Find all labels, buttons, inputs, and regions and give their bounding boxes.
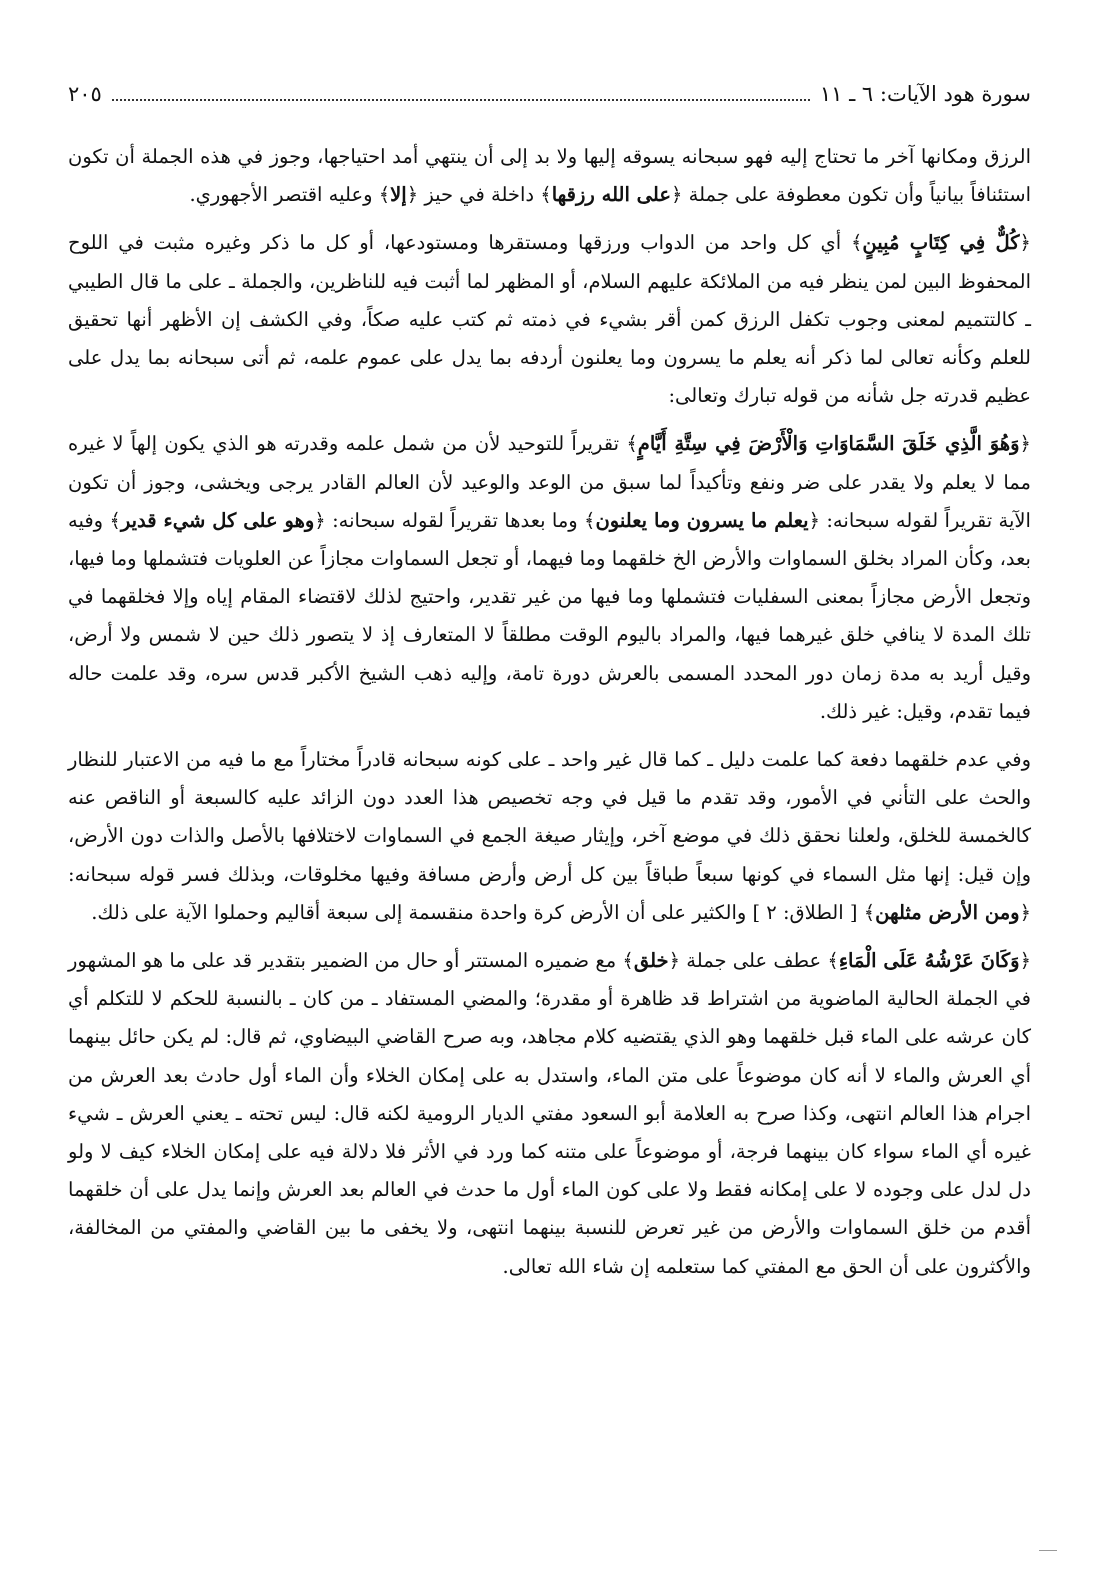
surah-title: سورة هود الآيات: ٦ ـ ١١ (819, 82, 1031, 106)
quran-citation: وَهُوَ الَّذِي خَلَقَ السَّمَاوَاتِ وَالْأَرْضَ فِي سِتَّةِ أَيَّامٍ (637, 432, 1020, 456)
quran-citation: يعلم ما يسرون وما يعلنون (595, 508, 809, 532)
running-header (68, 80, 1031, 108)
ornate-bracket-close-icon: ﴾ (378, 183, 391, 207)
quran-citation: على الله رزقها (551, 183, 672, 207)
ornate-bracket-close-icon: ﴾ (863, 900, 876, 924)
ornate-bracket-open-icon: ﴿ (671, 183, 683, 207)
quran-citation: إلا (390, 183, 407, 207)
ornate-bracket-open-icon: ﴿ (1019, 231, 1031, 255)
quran-citation: ومن الأرض مثلهن (875, 900, 1020, 924)
paragraph-text: وما بعدها تقريراً لقوله سبحانه: (325, 508, 585, 532)
ornate-bracket-open-icon: ﴿ (808, 508, 821, 532)
quran-citation: وَكَانَ عَرْشُهُ عَلَى الْمَاءِ (838, 949, 1020, 973)
ornate-bracket-close-icon: ﴾ (827, 949, 839, 973)
corner-mark (1039, 1550, 1057, 1551)
ornate-bracket-open-icon: ﴿ (1019, 900, 1031, 924)
ornate-bracket-open-icon: ﴿ (1019, 432, 1031, 456)
ornate-bracket-open-icon: ﴿ (1019, 949, 1032, 973)
paragraph (68, 138, 1031, 214)
paragraph-text: وفيه بعد، وكأن المراد بخلق السماوات والأرض الخ خلقهما وما فيهما، أو تجعل السماوات مجازاً عن العلويات فتشملها وما فيها، وتجعل الأرض مجازاً بمعنى السفليات فتشملها وما فيها من غير تقدير، واحتيج لذلك لاقتضاء المقام إياه وإلا فخلقهما في تلك المدة لا ينافي خلق غيرهما فيها، والمراد باليوم الوقت مطلقاً لا المتعارف إذ لا يتصور ذلك حين لا شمس ولا أرض، وقيل أريد به مدة زمان دور المحدد المسمى بالعرش دورة تامة، وإليه ذهب الشيخ الأكبر قدس سره، وقد علمت حاله فيما تقدم، وقيل: غير ذلك. (68, 508, 1031, 723)
ornate-bracket-open-icon: ﴿ (406, 183, 419, 207)
quran-citation: وهو على كل شيء قدير (120, 508, 315, 532)
quran-citation: خلق (633, 949, 669, 973)
paragraph-text: أي كل واحد من الدواب ورزقها ومستقرها ومستودعها، أو كل ما ذكر وغيره مثبت في اللوح المحفوظ البين لمن ينظر فيه من الملائكة عليهم السلام، أو المظهر لما أثبت فيه للناظرين، والجملة ـ على ما قال الطيبي ـ كالتتميم لمعنى وجوب تكفل الرزق كمن أقر بشيء في ذمته ثم كتب عليه صكاً، وفي الكشف إن الأظهر أنها تحقيق للعلم وكأنه تعالى لما ذكر أنه يعلم ما يسرون وما يعلنون أردفه بما يدل على عموم علمه، ثم أتى سبحانه بما يدل على عظيم قدرته جل شأنه من قوله تبارك وتعالى: (68, 231, 1031, 408)
body-text (68, 138, 1031, 1296)
leader-dots (112, 81, 810, 101)
ornate-bracket-close-icon: ﴾ (850, 231, 863, 255)
paragraph (68, 425, 1031, 731)
ornate-bracket-close-icon: ﴾ (622, 949, 634, 973)
paragraph-text: وفي عدم خلقهما دفعة كما علمت دليل ـ كما قال غير واحد ـ على كونه سبحانه قادراً مختاراً مع ما فيه من الاعتبار للنظار والحث على التأني في الأمور، وقد تقدم ما قيل في وجه تخصيص هذا العدد دون الزائد عليه كالسبعة أو الناقص عنه كالخمسة للخلق، ولعلنا نحقق ذلك في موضع آخر، وإيثار صيغة الجمع في السماوات لاختلافها بالأصل والذات دون الأرض، وإن قيل: إنها مثل السماء في كونها سبعاً طباقاً بين كل أرض وأرض مسافة وفيها مخلوقات، وبذلك فسر قوله سبحانه: (68, 748, 1031, 886)
ornate-bracket-close-icon: ﴾ (626, 432, 638, 456)
paragraph (68, 741, 1031, 932)
ornate-bracket-open-icon: ﴿ (314, 508, 326, 532)
ornate-bracket-close-icon: ﴾ (109, 508, 121, 532)
quran-citation: كُلٌّ فِي كِتَابٍ مُبِينٍ (862, 231, 1020, 255)
page-number: ٢٠٥ (68, 82, 102, 106)
ornate-bracket-close-icon: ﴾ (584, 508, 596, 532)
paragraph-text: تقريراً للتوحيد لأن من شمل علمه وقدرته هو الذي يكون إلهاً لا غيره مما لا يعلم ولا يقدر على ضر ونفع وتأكيداً لما سبق من الوعد والوعيد لأن العالم القادر يرجى ويخشى، وجوز أن تكون الآية تقريراً لقوله سبحانه: (68, 432, 1031, 532)
paragraph-text: وعليه اقتصر الأجهوري. (189, 183, 379, 207)
paragraph (68, 942, 1031, 1286)
paragraph-text: مع ضميره المستتر أو حال من الضمير بتقدير قد على ما هو المشهور في الجملة الحالية الماضوية من اشتراط قد ظاهرة أو مقدرة؛ والمضي المستفاد ـ من كان ـ بالنسبة للحكم لا للتكلم أي كان عرشه على الماء قبل خلقهما وهو الذي يقتضيه كلام مجاهد، وبه صرح القاضي البيضاوي، ثم قال: لم يكن حائل بينهما أي العرش والماء لا أنه كان موضوعاً على متن الماء، واستدل به على إمكان الخلاء وأن الماء أول حادث بعد العرش من اجرام هذا العالم انتهى، وكذا صرح به العلامة أبو السعود مفتي الديار الرومية لكنه قال: ليس تحته ـ يعني العرش ـ شيء غيره أي الماء سواء كان بينهما فرجة، أو موضوعاً على متنه كما ورد في الأثر فلا دلالة فيه على إمكان الخلاء كيف لا ولو دل لدل على وجوده لا على إمكانه فقط ولا على كون الماء أول ما حدث في العالم بعد العرش وإنما يدل على أن خلقهما أقدم من خلق السماوات والأرض من غير تعرض للنسبة بينهما انتهى، ولا يخفى ما بين القاضي والمفتي من المخالفة، والأكثرون على أن الحق مع المفتي كما ستعلمه إن شاء الله تعالى. (68, 949, 1031, 1278)
paragraph-text: عطف على جملة (680, 949, 828, 973)
ornate-bracket-close-icon: ﴾ (540, 183, 552, 207)
paragraph-text: الرزق ومكانها آخر ما تحتاج إليه فهو سبحانه يسوقه إليها ولا بد إلى أن ينتهي أمد احتياجها، وجوز في هذه الجملة أن تكون استئنافاً بيانياً وأن تكون معطوفة على جملة (68, 145, 1031, 207)
paragraph-text: [ الطلاق: ٢ ] والكثير على أن الأرض كرة واحدة منقسمة إلى سبعة أقاليم وحملوا الآية على ذلك. (91, 900, 864, 924)
ornate-bracket-open-icon: ﴿ (668, 949, 681, 973)
paragraph-text: داخلة في حيز (418, 183, 541, 207)
paragraph (68, 224, 1031, 415)
